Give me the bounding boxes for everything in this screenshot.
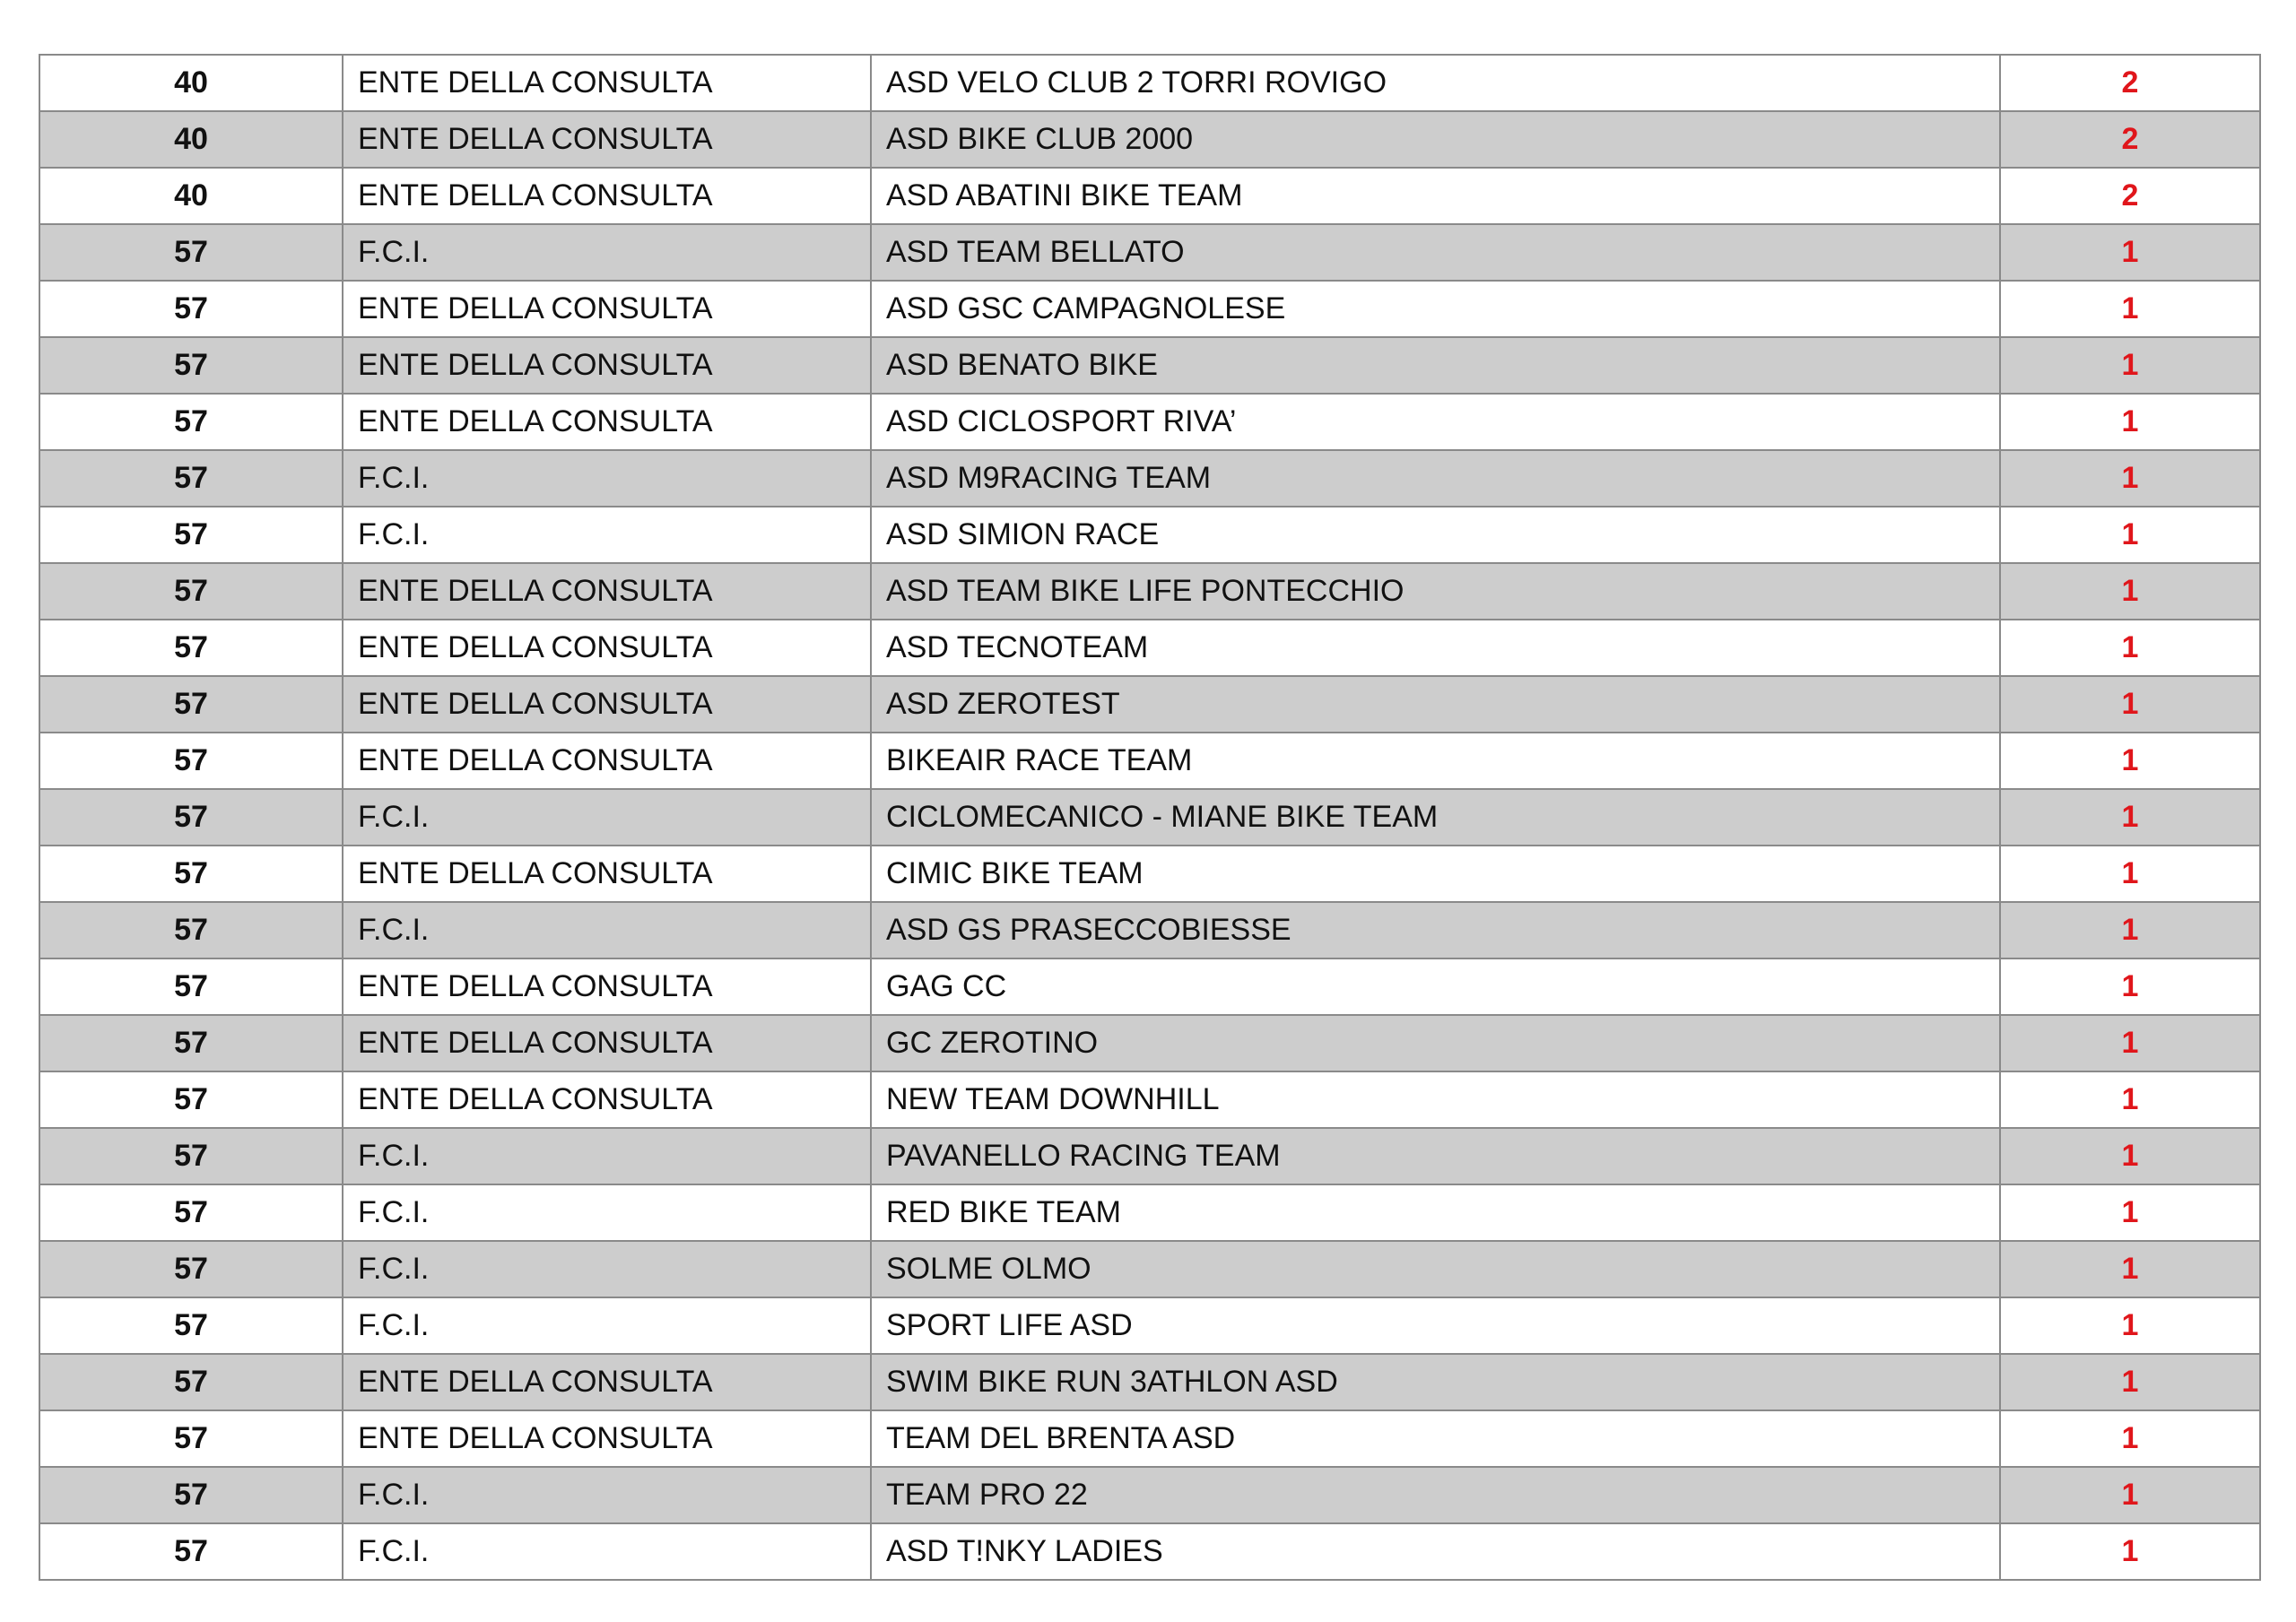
- table-row: [39, 958, 2260, 1015]
- entity-cell: F.C.I.: [343, 1241, 871, 1297]
- entity-cell: ENTE DELLA CONSULTA: [343, 1410, 871, 1467]
- team-cell: CICLOMECANICO - MIANE BIKE TEAM: [871, 789, 2000, 846]
- table-row: [39, 168, 2260, 224]
- position-cell: 40: [39, 168, 343, 224]
- position-cell: 57: [39, 1128, 343, 1184]
- count-cell: 1: [2000, 1467, 2260, 1523]
- position-cell: 57: [39, 1015, 343, 1071]
- table-row: [39, 676, 2260, 733]
- count-cell: 1: [2000, 733, 2260, 789]
- table-row: [39, 1410, 2260, 1467]
- team-cell: ASD SIMION RACE: [871, 507, 2000, 563]
- team-cell: ASD M9RACING TEAM: [871, 450, 2000, 507]
- table-row: [39, 337, 2260, 394]
- team-cell: ASD TEAM BIKE LIFE PONTECCHIO: [871, 563, 2000, 620]
- position-cell: 57: [39, 958, 343, 1015]
- entity-cell: ENTE DELLA CONSULTA: [343, 168, 871, 224]
- team-cell: ASD ABATINI BIKE TEAM: [871, 168, 2000, 224]
- count-cell: 1: [2000, 1523, 2260, 1580]
- team-cell: ASD BENATO BIKE: [871, 337, 2000, 394]
- position-cell: 57: [39, 1410, 343, 1467]
- entity-cell: ENTE DELLA CONSULTA: [343, 1071, 871, 1128]
- team-cell: GC ZEROTINO: [871, 1015, 2000, 1071]
- entity-cell: F.C.I.: [343, 507, 871, 563]
- position-cell: 57: [39, 394, 343, 450]
- count-cell: 1: [2000, 958, 2260, 1015]
- team-cell: ASD T!NKY LADIES: [871, 1523, 2000, 1580]
- position-cell: 57: [39, 1467, 343, 1523]
- position-cell: 57: [39, 1184, 343, 1241]
- table-row: [39, 563, 2260, 620]
- count-cell: 1: [2000, 1241, 2260, 1297]
- count-cell: 1: [2000, 394, 2260, 450]
- standings-table: [39, 54, 2261, 1581]
- position-cell: 57: [39, 337, 343, 394]
- count-cell: 1: [2000, 224, 2260, 281]
- entity-cell: ENTE DELLA CONSULTA: [343, 846, 871, 902]
- team-cell: SOLME OLMO: [871, 1241, 2000, 1297]
- position-cell: 57: [39, 676, 343, 733]
- table-row: [39, 55, 2260, 111]
- team-cell: GAG CC: [871, 958, 2000, 1015]
- team-cell: TEAM PRO 22: [871, 1467, 2000, 1523]
- table-row: [39, 1071, 2260, 1128]
- team-cell: ASD VELO CLUB 2 TORRI ROVIGO: [871, 55, 2000, 111]
- entity-cell: F.C.I.: [343, 450, 871, 507]
- count-cell: 1: [2000, 676, 2260, 733]
- entity-cell: F.C.I.: [343, 902, 871, 958]
- position-cell: 57: [39, 1241, 343, 1297]
- entity-cell: ENTE DELLA CONSULTA: [343, 281, 871, 337]
- team-cell: NEW TEAM DOWNHILL: [871, 1071, 2000, 1128]
- count-cell: 1: [2000, 620, 2260, 676]
- entity-cell: F.C.I.: [343, 789, 871, 846]
- table-row: [39, 507, 2260, 563]
- table-row: [39, 733, 2260, 789]
- count-cell: 1: [2000, 281, 2260, 337]
- count-cell: 1: [2000, 450, 2260, 507]
- count-cell: 1: [2000, 789, 2260, 846]
- position-cell: 57: [39, 1354, 343, 1410]
- position-cell: 57: [39, 1523, 343, 1580]
- team-cell: ASD GS PRASECCOBIESSE: [871, 902, 2000, 958]
- table-row: [39, 1354, 2260, 1410]
- position-cell: 57: [39, 507, 343, 563]
- position-cell: 57: [39, 789, 343, 846]
- team-cell: SPORT LIFE ASD: [871, 1297, 2000, 1354]
- team-cell: ASD TEAM BELLATO: [871, 224, 2000, 281]
- entity-cell: ENTE DELLA CONSULTA: [343, 337, 871, 394]
- count-cell: 1: [2000, 337, 2260, 394]
- team-cell: ASD GSC CAMPAGNOLESE: [871, 281, 2000, 337]
- team-cell: ASD TECNOTEAM: [871, 620, 2000, 676]
- table-row: [39, 1467, 2260, 1523]
- table-row: [39, 450, 2260, 507]
- count-cell: 1: [2000, 507, 2260, 563]
- table-row: [39, 1184, 2260, 1241]
- entity-cell: F.C.I.: [343, 224, 871, 281]
- team-cell: ASD BIKE CLUB 2000: [871, 111, 2000, 168]
- table-body: [39, 55, 2260, 1580]
- count-cell: 1: [2000, 902, 2260, 958]
- table-row: [39, 281, 2260, 337]
- table-row: [39, 224, 2260, 281]
- table-row: [39, 789, 2260, 846]
- table-row: [39, 846, 2260, 902]
- count-cell: 2: [2000, 168, 2260, 224]
- count-cell: 1: [2000, 563, 2260, 620]
- entity-cell: F.C.I.: [343, 1297, 871, 1354]
- entity-cell: ENTE DELLA CONSULTA: [343, 394, 871, 450]
- entity-cell: F.C.I.: [343, 1467, 871, 1523]
- count-cell: 1: [2000, 1128, 2260, 1184]
- position-cell: 57: [39, 224, 343, 281]
- position-cell: 40: [39, 55, 343, 111]
- team-cell: CIMIC BIKE TEAM: [871, 846, 2000, 902]
- count-cell: 2: [2000, 111, 2260, 168]
- entity-cell: F.C.I.: [343, 1184, 871, 1241]
- position-cell: 57: [39, 733, 343, 789]
- table-row: [39, 394, 2260, 450]
- entity-cell: F.C.I.: [343, 1128, 871, 1184]
- team-cell: TEAM DEL BRENTA ASD: [871, 1410, 2000, 1467]
- count-cell: 2: [2000, 55, 2260, 111]
- table-row: [39, 111, 2260, 168]
- entity-cell: ENTE DELLA CONSULTA: [343, 676, 871, 733]
- count-cell: 1: [2000, 1297, 2260, 1354]
- entity-cell: ENTE DELLA CONSULTA: [343, 733, 871, 789]
- position-cell: 57: [39, 902, 343, 958]
- position-cell: 57: [39, 450, 343, 507]
- count-cell: 1: [2000, 1184, 2260, 1241]
- count-cell: 1: [2000, 1410, 2260, 1467]
- table-row: [39, 902, 2260, 958]
- entity-cell: ENTE DELLA CONSULTA: [343, 958, 871, 1015]
- position-cell: 40: [39, 111, 343, 168]
- position-cell: 57: [39, 1297, 343, 1354]
- entity-cell: ENTE DELLA CONSULTA: [343, 620, 871, 676]
- table-row: [39, 1015, 2260, 1071]
- team-cell: ASD CICLOSPORT RIVA’: [871, 394, 2000, 450]
- table-row: [39, 1241, 2260, 1297]
- entity-cell: F.C.I.: [343, 1523, 871, 1580]
- entity-cell: ENTE DELLA CONSULTA: [343, 1015, 871, 1071]
- count-cell: 1: [2000, 1354, 2260, 1410]
- table-row: [39, 1523, 2260, 1580]
- count-cell: 1: [2000, 1071, 2260, 1128]
- team-cell: RED BIKE TEAM: [871, 1184, 2000, 1241]
- entity-cell: ENTE DELLA CONSULTA: [343, 111, 871, 168]
- entity-cell: ENTE DELLA CONSULTA: [343, 55, 871, 111]
- table-row: [39, 620, 2260, 676]
- position-cell: 57: [39, 1071, 343, 1128]
- position-cell: 57: [39, 620, 343, 676]
- position-cell: 57: [39, 846, 343, 902]
- count-cell: 1: [2000, 1015, 2260, 1071]
- table-row: [39, 1128, 2260, 1184]
- position-cell: 57: [39, 281, 343, 337]
- team-cell: ASD ZEROTEST: [871, 676, 2000, 733]
- table-row: [39, 1297, 2260, 1354]
- team-cell: SWIM BIKE RUN 3ATHLON ASD: [871, 1354, 2000, 1410]
- entity-cell: ENTE DELLA CONSULTA: [343, 563, 871, 620]
- position-cell: 57: [39, 563, 343, 620]
- count-cell: 1: [2000, 846, 2260, 902]
- team-cell: PAVANELLO RACING TEAM: [871, 1128, 2000, 1184]
- entity-cell: ENTE DELLA CONSULTA: [343, 1354, 871, 1410]
- team-cell: BIKEAIR RACE TEAM: [871, 733, 2000, 789]
